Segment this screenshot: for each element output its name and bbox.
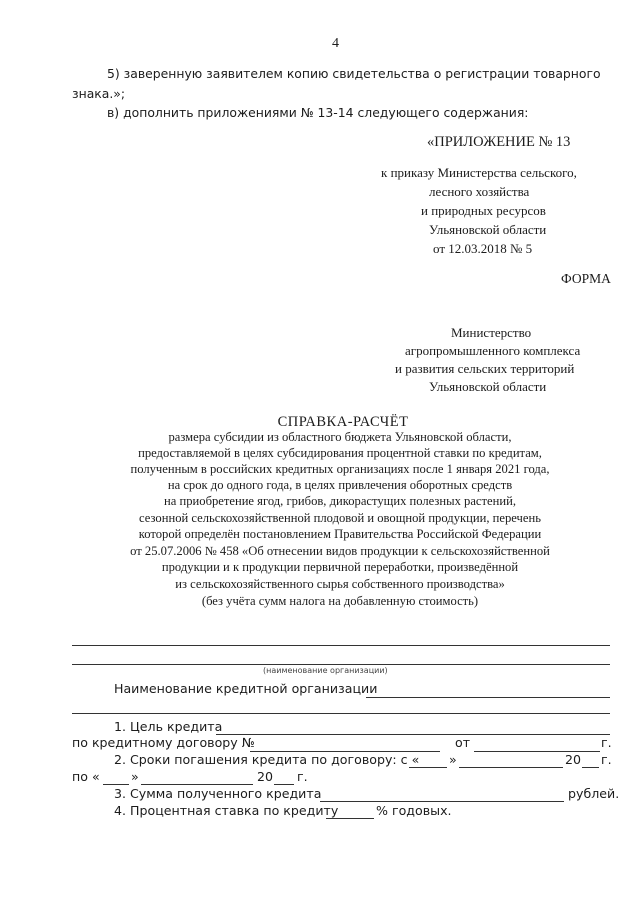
heading-line-2: предоставляемой в целях субсидирования процентной ставки по кредитам, (138, 446, 542, 460)
interest-rate-label: 4. Процентная ставка по кредиту (114, 803, 339, 818)
form-label: ФОРМА (561, 271, 611, 286)
page-number: 4 (332, 36, 339, 51)
credit-organization-label: Наименование кредитной организации (114, 681, 378, 696)
contract-date-field[interactable] (474, 751, 600, 752)
credit-organization-field-line-2[interactable] (72, 713, 610, 714)
repayment-to-label: по « (72, 769, 100, 784)
organization-name-line-1[interactable] (72, 645, 610, 646)
appendix-line-2: лесного хозяйства (429, 184, 530, 199)
repayment-from-year-field[interactable] (582, 767, 599, 768)
heading-line-6: сезонной сельскохозяйственной плодовой и овощной продукции, перечень (139, 511, 541, 525)
repayment-to-year-field[interactable] (274, 784, 294, 785)
credit-amount-label: 3. Сумма полученного кредита (114, 786, 322, 801)
rubles-label: рублей. (568, 786, 620, 801)
heading-line-11: (без учёта сумм налога на добавленную стоимость) (201, 594, 479, 608)
intro-item-5-line-1: 5) заверенную заявителем копию свидетельства о регистрации товарного (107, 66, 601, 81)
heading-line-4: на срок до одного года, в целях привлечения оборотных средств (167, 478, 513, 492)
credit-purpose-field[interactable] (216, 734, 610, 735)
repayment-to-month-field[interactable] (141, 784, 253, 785)
credit-organization-field[interactable] (366, 697, 610, 698)
appendix-line-3: и природных ресурсов (421, 203, 546, 218)
organization-name-line-2[interactable] (72, 664, 610, 665)
intro-item-v: в) дополнить приложениями № 13-14 следующего содержания: (107, 105, 529, 120)
repayment-from-month-field[interactable] (459, 767, 563, 768)
repayment-from-day-field[interactable] (409, 767, 447, 768)
repayment-from-year-prefix: 20 (565, 752, 582, 767)
repayment-to-year-abbr: г. (297, 769, 308, 784)
addressee-line-1: Министерство (451, 325, 532, 340)
addressee-line-2: агропромышленного комплекса (405, 343, 581, 358)
credit-purpose-label: 1. Цель кредита (114, 719, 223, 734)
appendix-line-5: от 12.03.2018 № 5 (433, 241, 533, 256)
heading-line-8: от 25.07.2006 № 458 «Об отнесении видов продукции к сельскохозяйственной (130, 544, 550, 558)
addressee-line-4: Ульяновской области (429, 379, 547, 394)
repayment-from-quote-close: » (449, 752, 457, 767)
credit-contract-label: по кредитному договору № (72, 735, 255, 750)
heading-line-1: размера субсидии из областного бюджета Ульяновской области, (168, 430, 512, 444)
heading-line-10: из сельскохозяйственного сырья собственного производства» (175, 577, 505, 591)
repayment-to-day-field[interactable] (103, 784, 129, 785)
repayment-from-year-abbr: г. (601, 752, 612, 767)
document-title: СПРАВКА-РАСЧЁТ (277, 414, 409, 430)
intro-item-5-line-2: знака.»; (72, 86, 126, 101)
heading-line-7: которой определён постановлением Правительства Российской Федерации (138, 527, 542, 541)
appendix-line-4: Ульяновской области (429, 222, 547, 237)
appendix-line-1: к приказу Министерства сельского, (381, 165, 577, 180)
interest-rate-field[interactable] (326, 818, 374, 819)
heading-line-3: полученным в российских кредитных организациях после 1 января 2021 года, (130, 462, 550, 476)
repayment-to-year-prefix: 20 (257, 769, 274, 784)
heading-line-9: продукции и к продукции первичной переработки, произведённой (161, 560, 519, 574)
contract-year-abbr: г. (601, 735, 612, 750)
repayment-to-quote-close: » (131, 769, 139, 784)
interest-rate-suffix: % годовых. (376, 803, 452, 818)
appendix-title: «ПРИЛОЖЕНИЕ № 13 (427, 134, 571, 150)
heading-line-5: на приобретение ягод, грибов, дикорастущих полезных растений, (164, 494, 516, 508)
contract-date-from-label: от (455, 735, 471, 750)
addressee-line-3: и развития сельских территорий (395, 361, 575, 376)
organization-caption: (наименование организации) (263, 666, 388, 675)
repayment-terms-label: 2. Сроки погашения кредита по договору: с « (114, 752, 420, 767)
credit-amount-field[interactable] (320, 801, 564, 802)
